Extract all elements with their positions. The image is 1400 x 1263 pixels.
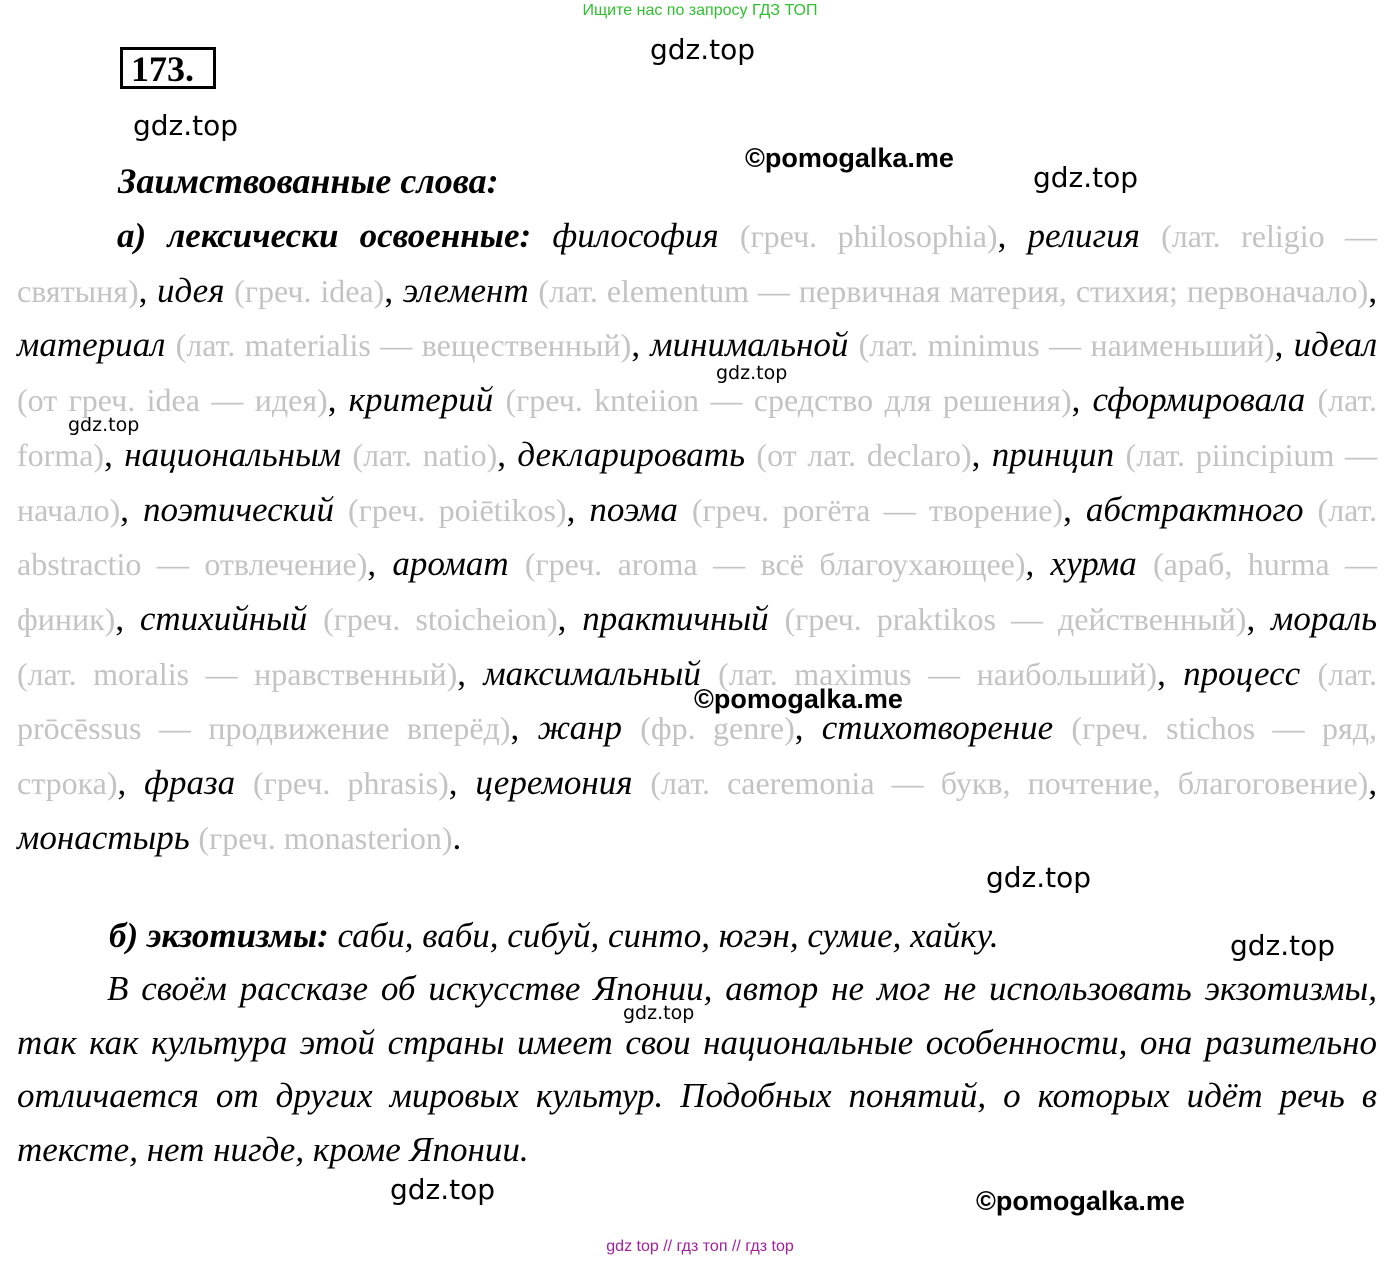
borrowed-word: мораль bbox=[1271, 598, 1378, 638]
etymology-note: (греч. stichos — ряд, строка) bbox=[17, 710, 1378, 802]
etymology-note: (греч. poiētikos) bbox=[348, 491, 567, 528]
etymology-note: (от греч. idea — идея) bbox=[17, 382, 328, 419]
watermark-pomogalka: ©pomogalka.me bbox=[694, 684, 903, 714]
section-a-items: философия (греч. philosophia), религия (лат. religio — святыня), идея (греч. idea), элемент (лат. elementum — первичная материя, стихия; первоначало), материал (лат. materialis — вещественный), минимальной (лат. minimus — наименьший), идеал (от греч. idea — идея), критерий (греч. knteiion — средство для решения), сформировала (лат. forma), национальным (лат. natio), декларировать (от лат. declaro), принцип (лат. piincipium — начало), поэтический (греч. poiētikos), поэма (греч. рогёта — творение), абстрактного (лат. abstractio — отвлечение), аромат (греч. aroma — всё благоухающее), хурма (араб, hurma — финик), стихийный (греч. stoicheion), практичный (греч. praktikos — действенный), мораль (лат. moralis — нравственный), максимальный (лат. maximus — наибольший), процесс (лат. prōcēssus — продвижение вперёд), жанр (фр. genre), стихотворение (греч. stichos — ряд, строка), фраза (греч. phrasis), церемония (лат. caeremonia — букв, почтение, благоговение), монастырь (греч. monasterion). bbox=[17, 216, 1378, 857]
section-a-paragraph bbox=[17, 209, 1377, 865]
borrowed-word: процесс bbox=[1183, 653, 1301, 693]
etymology-note: (греч. рогёта — творение) bbox=[691, 491, 1064, 528]
etymology-note: (лат. prōcēssus — продвижение вперёд) bbox=[17, 655, 1378, 747]
watermark-gdz: gdz.top bbox=[623, 1002, 695, 1024]
etymology-note: (греч. phrasis) bbox=[253, 765, 449, 802]
etymology-note: (греч. stoicheion) bbox=[323, 600, 558, 637]
bottom-banner[interactable]: gdz top // гдз топ // гдз top bbox=[606, 1238, 794, 1255]
borrowed-word: идея bbox=[157, 270, 225, 310]
borrowed-word: жанр bbox=[537, 708, 622, 748]
borrowed-word: стихотворение bbox=[821, 708, 1054, 748]
borrowed-word: хурма bbox=[1050, 544, 1137, 584]
borrowed-word: религия bbox=[1027, 216, 1140, 255]
etymology-note: (лат. maximus — наибольший) bbox=[718, 655, 1158, 692]
watermark-gdz: gdz.top bbox=[1033, 161, 1139, 194]
watermark-pomogalka: ©pomogalka.me bbox=[976, 1186, 1185, 1216]
etymology-note: (лат. piincipium — начало) bbox=[17, 436, 1378, 528]
borrowed-word: минимальной bbox=[650, 325, 849, 365]
borrowed-word: аромат bbox=[392, 544, 509, 584]
etymology-note: (от лат. declaro) bbox=[756, 436, 972, 473]
etymology-note: (греч. knteiion — средство для решения) bbox=[505, 382, 1072, 419]
etymology-note: (лат. minimus — наименьший) bbox=[858, 327, 1275, 364]
borrowed-word: декларировать bbox=[517, 434, 746, 474]
section-b-label: б) экзотизмы: bbox=[109, 916, 329, 955]
borrowed-word: идеал bbox=[1293, 325, 1378, 365]
watermark-gdz: gdz.top bbox=[986, 861, 1092, 894]
borrowed-word: абстрактного bbox=[1085, 489, 1304, 529]
borrowed-word: национальным bbox=[124, 434, 342, 474]
watermark-pomogalka: ©pomogalka.me bbox=[745, 143, 954, 173]
section-b-text: саби, ваби, сибуй, синто, югэн, сумие, хайку. bbox=[337, 916, 999, 955]
etymology-note: (лат. caeremonia — букв, почтение, благоговение) bbox=[650, 765, 1369, 802]
etymology-note: (лат. moralis — нравственный) bbox=[17, 655, 458, 692]
etymology-note: (греч. monasterion) bbox=[198, 819, 453, 856]
borrowed-word: практичный bbox=[582, 598, 769, 638]
borrowed-word: философия bbox=[552, 216, 719, 255]
section-b-paragraph bbox=[17, 909, 1377, 963]
section-title: Заимствованные слова: bbox=[118, 161, 499, 201]
watermark-gdz: gdz.top bbox=[68, 414, 140, 436]
borrowed-word: элемент bbox=[402, 270, 529, 310]
etymology-note: (лат. materialis — вещественный) bbox=[175, 327, 632, 364]
etymology-note: (греч. praktikos — действенный) bbox=[784, 600, 1247, 637]
watermark-gdz: gdz.top bbox=[133, 109, 239, 142]
borrowed-word: максимальный bbox=[483, 653, 701, 693]
borrowed-word: фраза bbox=[144, 763, 236, 803]
borrowed-word: критерий bbox=[348, 380, 494, 420]
watermark-gdz: gdz.top bbox=[1230, 929, 1336, 962]
etymology-note: (лат. religio — святыня) bbox=[17, 218, 1378, 309]
etymology-note: (лат. forma) bbox=[17, 382, 1378, 473]
borrowed-word: монастырь bbox=[17, 817, 190, 857]
etymology-note: (греч. aroma — всё благоухающее) bbox=[524, 546, 1026, 583]
etymology-note: (греч. philosophia) bbox=[739, 218, 998, 254]
borrowed-word: материал bbox=[17, 325, 166, 365]
conclusion-paragraph: В своём рассказе об искусстве Японии, автор не мог не использовать экзотизмы, так как культура этой страны имеет свои национальные особенности, она разительно отличается от других мировых культур. Подобных понятий, о которых идёт речь в тексте, нет нигде, кроме Японии. bbox=[17, 969, 1377, 1170]
exercise-number: 173. bbox=[120, 47, 216, 89]
etymology-note: (греч. idea) bbox=[234, 272, 385, 309]
etymology-note: (лат. abstractio — отвлечение) bbox=[17, 491, 1378, 583]
borrowed-word: церемония bbox=[475, 763, 633, 803]
watermark-gdz: gdz.top bbox=[390, 1173, 496, 1206]
etymology-note: (фр. genre) bbox=[640, 710, 795, 747]
borrowed-word: сформировала bbox=[1092, 380, 1306, 420]
etymology-note: (араб, hurma — финик) bbox=[17, 546, 1378, 637]
top-banner[interactable]: Ищите нас по запросу ГДЗ ТОП bbox=[582, 2, 818, 19]
borrowed-word: принцип bbox=[991, 434, 1115, 474]
borrowed-word: поэма bbox=[589, 489, 678, 529]
etymology-note: (лат. natio) bbox=[352, 436, 498, 473]
borrowed-word: поэтический bbox=[143, 489, 334, 529]
watermark-gdz: gdz.top bbox=[716, 362, 788, 384]
etymology-note: (лат. elementum — первичная материя, стихия; первоначало) bbox=[538, 272, 1369, 309]
borrowed-word: стихийный bbox=[139, 598, 308, 638]
watermark-gdz: gdz.top bbox=[650, 33, 756, 66]
section-a-label: а) лексически освоенные: bbox=[117, 216, 532, 255]
